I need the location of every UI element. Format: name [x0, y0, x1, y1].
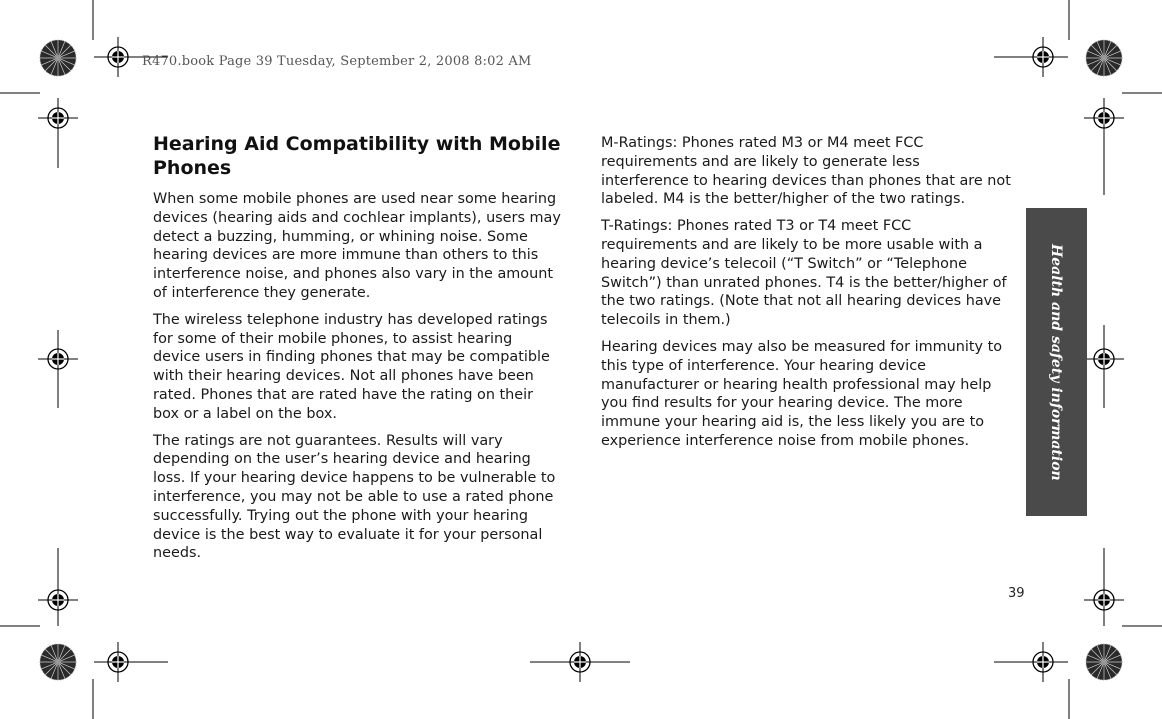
left-column — [153, 132, 561, 571]
side-tab-label: Health and safety information — [1048, 243, 1064, 481]
section-title: Hearing Aid Compatibility with Mobile Phones — [153, 133, 561, 179]
paragraph-ratings-guarantee: The ratings are not guarantees. Results will vary depending on the user’s hearing device and hearing loss. If your hearing device happens to be vulnerable to interference, you may not be able to use a rated phone successfully. Trying out the phone with your hearing device is the best way to evaluate it for your personal needs. — [153, 432, 556, 562]
paragraph-m-ratings: M-Ratings: Phones rated M3 or M4 meet FCC requirements and are likely to generate less interference to hearing devices than phones that are not labeled. M4 is the better/higher of the two ratings. — [601, 135, 1011, 208]
page-number: 39 — [1008, 586, 1025, 601]
right-column — [601, 134, 1011, 459]
paragraph-ratings-industry: The wireless telephone industry has developed ratings for some of their mobile phones, to assist hearing device users in finding phones that may be compatible with their hearing devices. Not all phones have been rated. Phones that are rated have the rating on their box or a label on the box. — [153, 311, 550, 422]
paragraph-immunity: Hearing devices may also be measured for immunity to this type of interference. Your hearing device manufacturer or hearing health professional may help you find results for your hearing device. The more immune your hearing aid is, the less likely you are to experience interference noise from mobile phones. — [601, 338, 1003, 449]
paragraph-t-ratings: T-Ratings: Phones rated T3 or T4 meet FCC requirements and are likely to be more usable with a hearing device’s telecoil (“T Switch” or “Telephone Switch”) than unrated phones. T4 is the better/higher of the two ratings. (Note that not all hearing devices have telecoils in them.) — [601, 218, 1007, 329]
file-info-header: R470.book Page 39 Tuesday, September 2, 2008 8:02 AM — [142, 54, 532, 69]
paragraph-interference-intro: When some mobile phones are used near some hearing devices (hearing aids and cochlear implants), users may detect a buzzing, humming, or whining noise. Some hearing devices are more immune than others to this interference noise, and phones also vary in the amount of interference they generate. — [153, 191, 561, 301]
